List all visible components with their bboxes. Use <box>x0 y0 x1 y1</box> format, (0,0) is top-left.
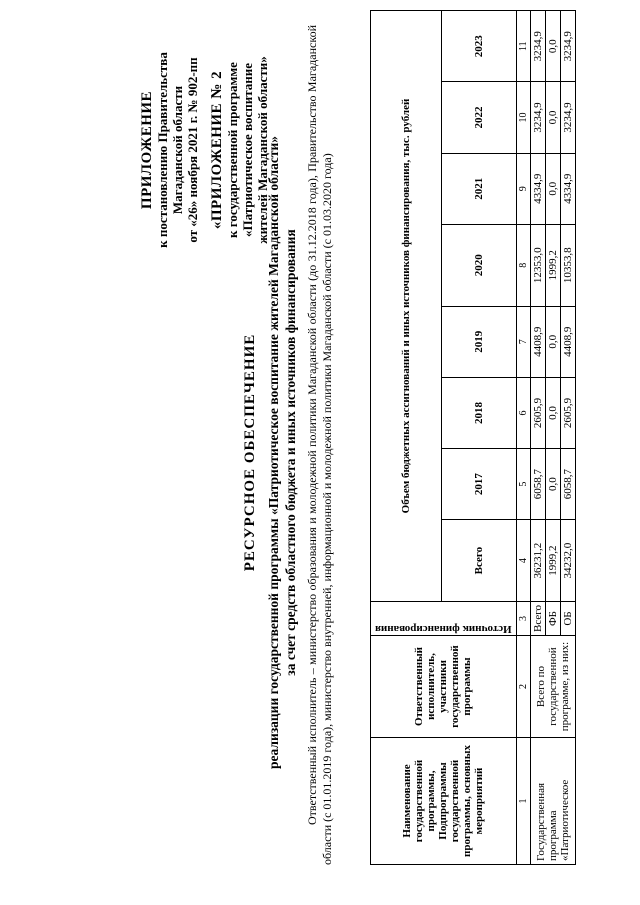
column-number: 2 <box>516 636 530 738</box>
column-number: 7 <box>516 306 530 377</box>
program-exec-cell: Всего по государственной программе, из них: <box>530 636 575 738</box>
document-title: РЕСУРСНОЕ ОБЕСПЕЧЕНИЕ <box>242 333 258 572</box>
source-cell: Всего <box>530 602 545 636</box>
value-cell: 0,0 <box>545 377 560 448</box>
year-header: 2023 <box>441 11 516 82</box>
value-cell: 3234,9 <box>530 82 545 153</box>
value-cell: 12353,0 <box>530 224 545 306</box>
value-cell: 0,0 <box>545 11 560 82</box>
value-cell: 3234,9 <box>560 11 575 82</box>
program-name-cell: Государственная программа «Патриотическое <box>530 738 575 865</box>
value-cell: 36231,2 <box>530 520 545 602</box>
col-source-cell <box>371 602 517 636</box>
value-cell: 0,0 <box>545 306 560 377</box>
value-cell: 0,0 <box>545 82 560 153</box>
table-row <box>530 11 545 865</box>
year-header: Всего <box>441 520 516 602</box>
year-header: 2021 <box>441 153 516 224</box>
col-exec-header: Ответственный исполнитель, участники государственной программы <box>371 636 517 738</box>
appendix2-label: «ПРИЛОЖЕНИЕ № 2 <box>209 70 225 230</box>
column-number: 11 <box>516 11 530 82</box>
resource-table <box>370 10 576 865</box>
value-cell: 1999,2 <box>545 224 560 306</box>
responsible-note: Ответственный исполнитель – министерство образования и молодежной политики Магаданской области (до 31.12.2018 года), Правительство Магаданской области (с 01.01.2019 года), министерство внутренней, информационной и молодежной политики Магаданской области (с 01.03.2020 года) <box>305 25 334 865</box>
source-cell: ФБ <box>545 602 560 636</box>
column-number: 10 <box>516 82 530 153</box>
value-cell: 2605,9 <box>560 377 575 448</box>
column-number-row <box>516 11 530 865</box>
value-cell: 4334,9 <box>560 153 575 224</box>
year-header: 2018 <box>441 377 516 448</box>
header-line: Магаданской области <box>170 85 185 215</box>
value-cell: 0,0 <box>545 153 560 224</box>
column-number: 9 <box>516 153 530 224</box>
column-number: 8 <box>516 224 530 306</box>
document-subtitle: реализации государственной программы «Патриотическое воспитание жителей Магаданской области» <box>266 136 281 769</box>
value-cell: 34232,0 <box>560 520 575 602</box>
appendix-label: ПРИЛОЖЕНИЕ <box>139 90 155 210</box>
document-subtitle-2: за счет средств областного бюджета и иных источников финансирования <box>283 229 298 676</box>
column-number: 5 <box>516 449 530 520</box>
col-volume-header: Объем бюджетных ассигнований и иных источников финансирования, тыс. рублей <box>371 11 442 602</box>
header-line: к постановлению Правительства <box>155 52 170 248</box>
value-cell: 6058,7 <box>560 449 575 520</box>
value-cell: 4334,9 <box>530 153 545 224</box>
column-number: 4 <box>516 520 530 602</box>
year-header: 2017 <box>441 449 516 520</box>
column-number: 1 <box>516 738 530 865</box>
value-cell: 4408,9 <box>560 306 575 377</box>
year-header: 2020 <box>441 224 516 306</box>
value-cell: 3234,9 <box>530 11 545 82</box>
column-number: 3 <box>516 602 530 636</box>
header-line: «Патриотическое воспитание <box>240 62 255 238</box>
header-line: жителей Магаданской области» <box>255 56 270 244</box>
value-cell: 6058,7 <box>530 449 545 520</box>
header-line: к государственной программе <box>225 62 240 238</box>
value-cell: 1999,2 <box>545 520 560 602</box>
column-number: 6 <box>516 377 530 448</box>
value-cell: 0,0 <box>545 449 560 520</box>
year-header: 2022 <box>441 82 516 153</box>
col-source-header: Источник финансирования <box>375 623 512 635</box>
value-cell: 10353,8 <box>560 224 575 306</box>
value-cell: 4408,9 <box>530 306 545 377</box>
col-name-header: Наименование государственной программы, Подпрограммы государственной программы, основных мероприятий <box>371 738 517 865</box>
source-cell: ОБ <box>560 602 575 636</box>
value-cell: 3234,9 <box>560 82 575 153</box>
year-header: 2019 <box>441 306 516 377</box>
value-cell: 2605,9 <box>530 377 545 448</box>
header-line: от «26» ноября 2021 г. № 902-пп <box>185 57 200 243</box>
